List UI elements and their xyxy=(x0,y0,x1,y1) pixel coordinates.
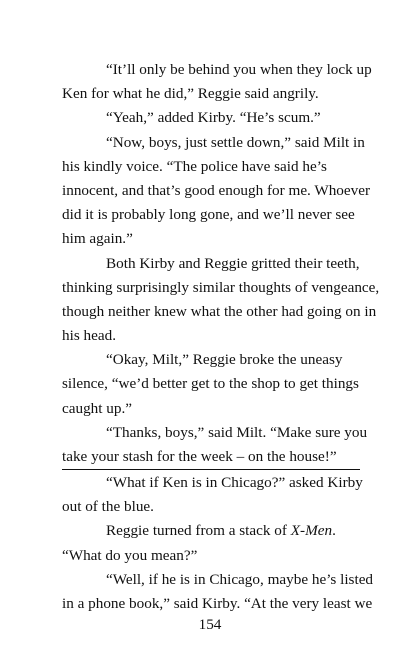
book-page-body xyxy=(62,58,380,469)
text-line: Both Kirby and Reggie gritted their teeth, xyxy=(106,254,360,272)
text-line: his head. xyxy=(62,327,116,345)
comic-title: X-Men xyxy=(290,522,333,540)
text-line: “What if Ken is in Chicago?” asked Kirby xyxy=(106,474,363,491)
text-block-after-break xyxy=(62,471,363,519)
text-line: silence, “we’d better get to the shop to get things xyxy=(62,375,359,393)
text-line: him again.” xyxy=(62,230,133,248)
text-line: though neither knew what the other had going on in xyxy=(62,302,377,320)
text-line: his kindly voice. “The police have said he’s xyxy=(62,157,327,175)
page-number: 154 xyxy=(198,616,222,633)
text-line: caught up.” xyxy=(62,399,133,417)
text-line: innocent, and that’s good enough for me. Whoever xyxy=(62,181,371,199)
reggie-line-before: Reggie turned from a stack of xyxy=(106,522,291,540)
book-page-body-after-break xyxy=(62,471,374,616)
text-line: take your stash for the week – on the house!” xyxy=(62,448,337,465)
text-line: in a phone book,” said Kirby. “At the very least we xyxy=(62,594,373,612)
text-line: did it is probably long gone, and we’ll never see xyxy=(62,206,355,224)
text-line: “What do you mean?” xyxy=(62,546,198,564)
section-break-rule xyxy=(62,469,360,470)
text-block-final xyxy=(62,544,374,617)
text-line-reggie-turned xyxy=(62,519,358,543)
text-line: “Yeah,” added Kirby. “He’s scum.” xyxy=(106,109,321,127)
text-line: thinking surprisingly similar thoughts of vengeance, xyxy=(62,278,380,296)
text-line: Ken for what he did,” Reggie said angrily. xyxy=(62,85,319,103)
text-line: “Well, if he is in Chicago, maybe he’s listed xyxy=(106,570,374,588)
text-block-before-break xyxy=(62,58,380,469)
text-line: “It’ll only be behind you when they lock up xyxy=(106,61,372,78)
text-line: out of the blue. xyxy=(62,498,154,516)
text-line: “Thanks, boys,” said Milt. “Make sure you xyxy=(106,423,368,441)
text-line: “Now, boys, just settle down,” said Milt in xyxy=(106,133,365,151)
reggie-line-after: . xyxy=(332,522,336,540)
text-line: “Okay, Milt,” Reggie broke the uneasy xyxy=(106,351,343,369)
